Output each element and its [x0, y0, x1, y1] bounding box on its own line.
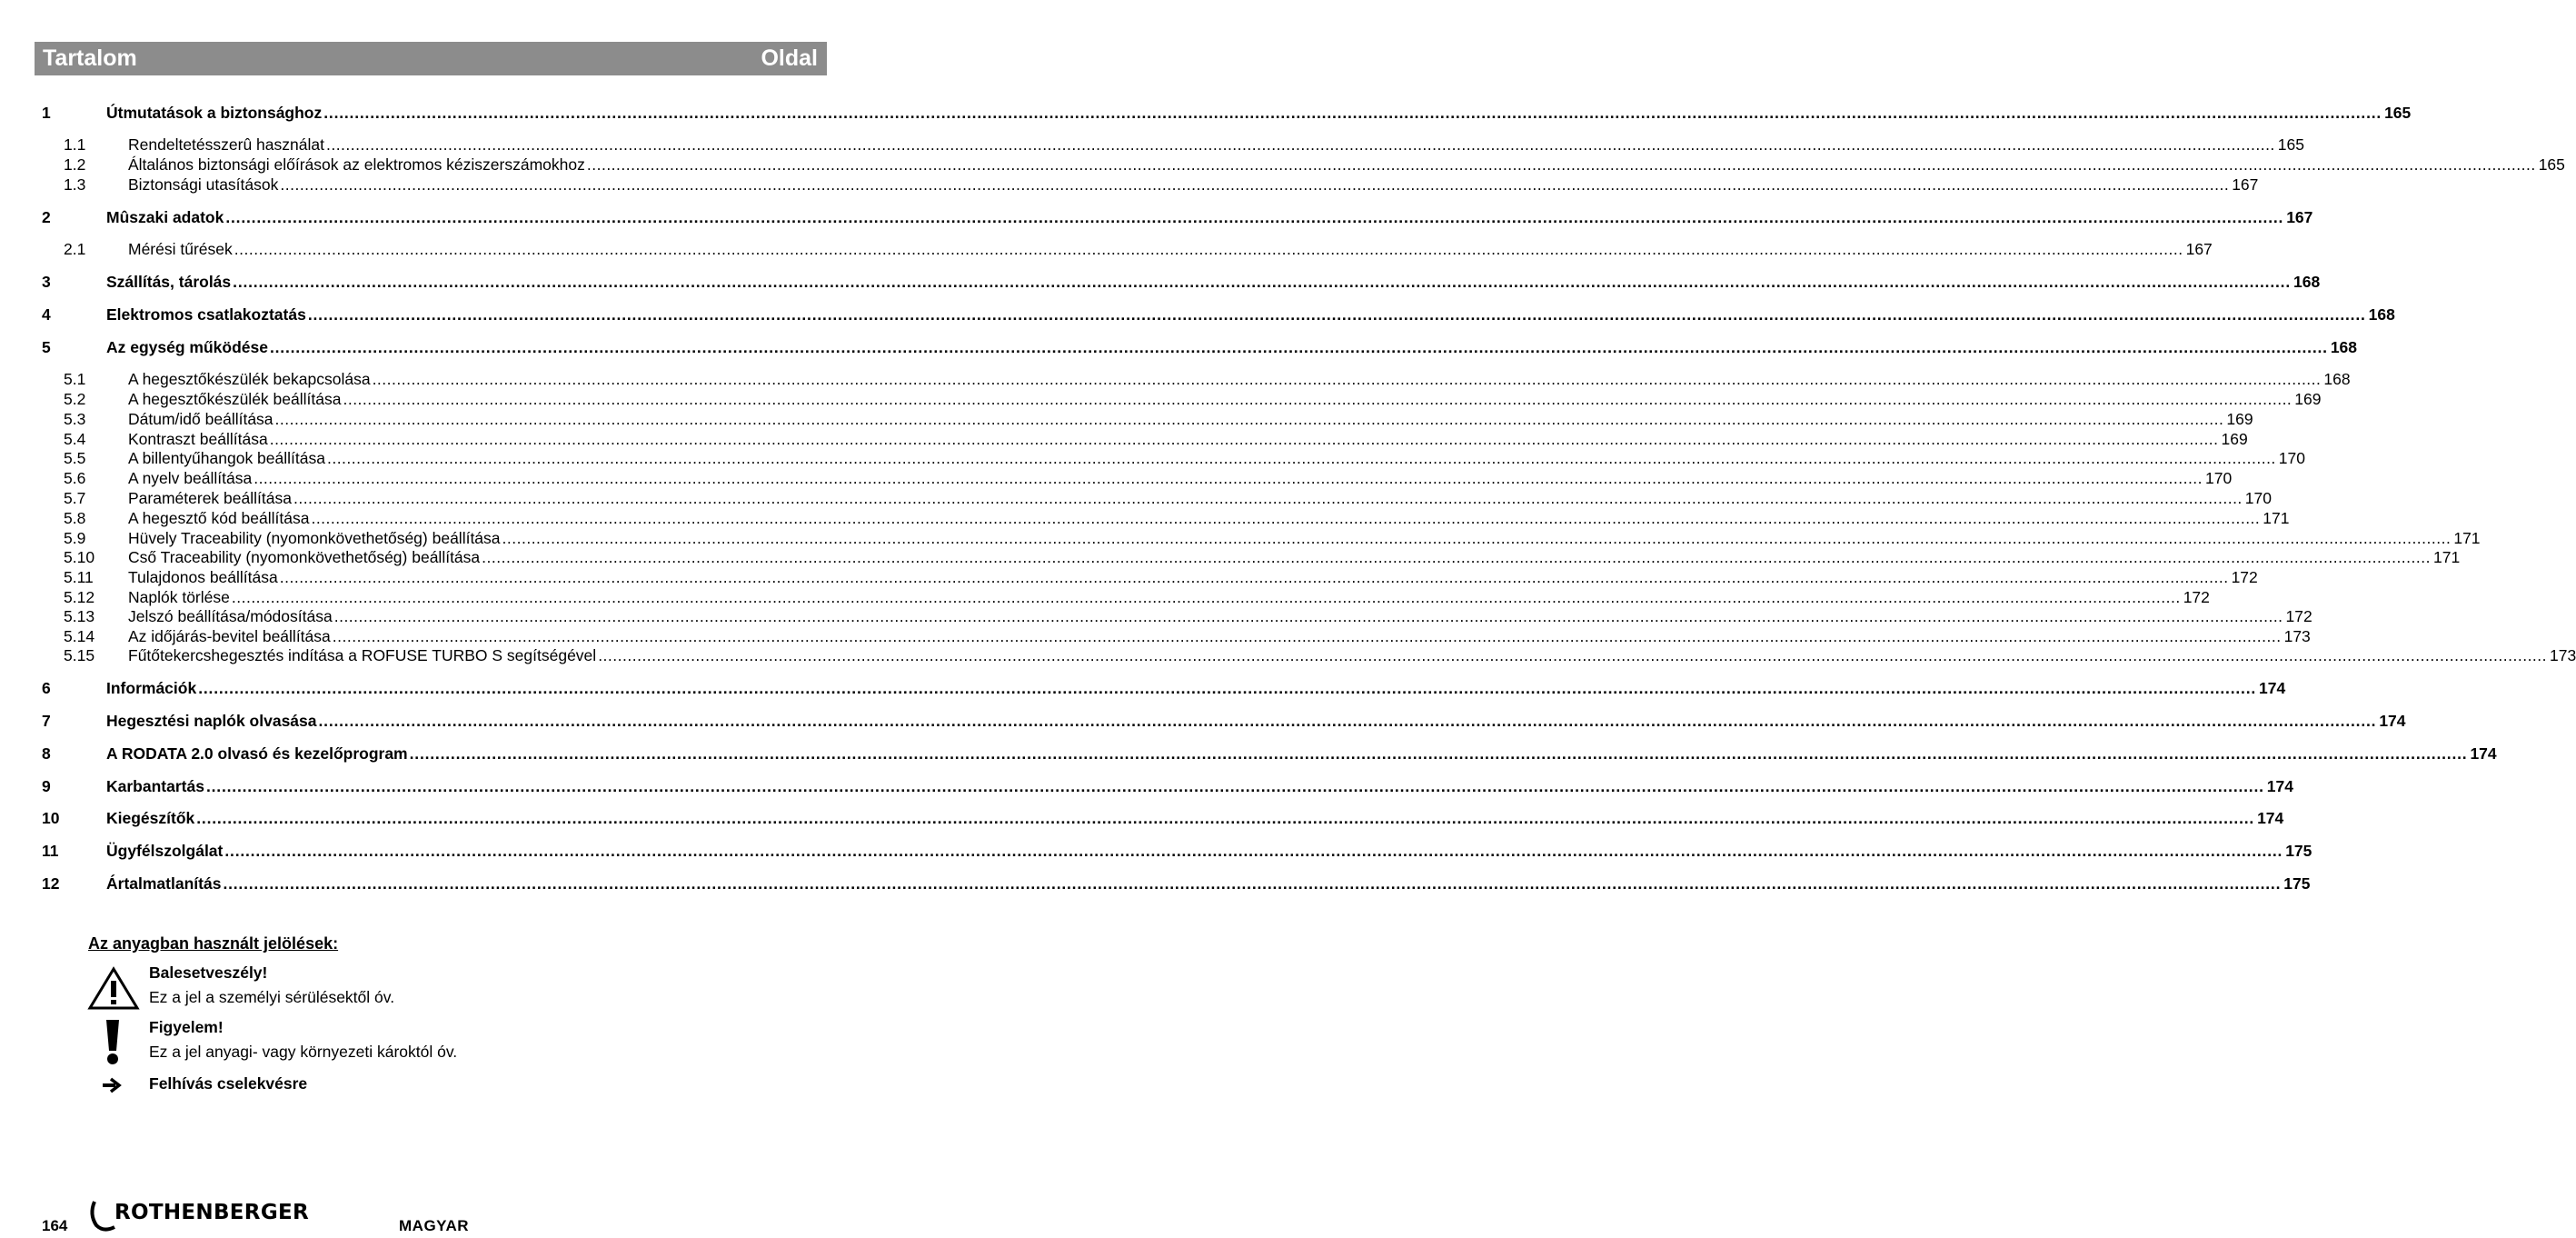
toc-entry [42, 874, 2311, 894]
toc-entry-title: A hegesztőkészülék beállítása [128, 390, 342, 408]
dot-leader: ................................................................................................................................................................................................................................................................................................................................................................................................................ [343, 390, 2293, 408]
toc-entry-number: 5.13 [64, 607, 95, 625]
toc-entry [42, 678, 2286, 698]
toc-entry-page: 174 [2470, 744, 2497, 763]
toc-entry [42, 567, 2258, 587]
toc-entry-number: 7 [42, 712, 51, 730]
toc-entry [42, 272, 2321, 292]
toc-entry-title: Ártalmatlanítás [106, 874, 222, 893]
toc-entry-title: Általános biztonsági előírások az elektromos kéziszerszámokhoz [128, 155, 585, 174]
toc-entry-number: 11 [42, 842, 59, 860]
dot-leader: ................................................................................................................................................................................................................................................................................................................................................................................................................ [307, 305, 2366, 324]
toc-entry-title: Jelszó beállítása/módosítása [128, 607, 333, 625]
toc-entry-number: 5.5 [64, 449, 86, 467]
toc-entry-page: 167 [2286, 208, 2313, 226]
legend-title: Az anyagban használt jelölések: [88, 934, 339, 953]
toc-entry-title: Útmutatások a biztonsághoz [106, 104, 323, 122]
toc-entry-page: 167 [2185, 240, 2213, 258]
dot-leader: ................................................................................................................................................................................................................................................................................................................................................................................................................ [280, 175, 2230, 194]
toc-entry-number: 5.4 [64, 430, 86, 448]
toc-entry-page: 172 [2231, 568, 2258, 586]
toc-entry-page: 167 [2232, 175, 2259, 194]
dot-leader: ................................................................................................................................................................................................................................................................................................................................................................................................................ [223, 874, 2282, 893]
dot-leader: ................................................................................................................................................................................................................................................................................................................................................................................................................ [198, 679, 2257, 697]
toc-entry-number: 5.15 [64, 646, 95, 664]
toc-entry [42, 429, 2248, 449]
toc-entry-number: 5.12 [64, 588, 95, 606]
toc-entry [42, 808, 2284, 828]
toc-entry-page: 168 [2368, 305, 2395, 324]
toc-entry-title: Naplók törlése [128, 588, 230, 606]
dot-leader: ................................................................................................................................................................................................................................................................................................................................................................................................................ [279, 568, 2229, 586]
dot-leader: ................................................................................................................................................................................................................................................................................................................................................................................................................ [231, 588, 2181, 606]
toc-entry [42, 508, 2290, 528]
warning-triangle-icon [88, 966, 139, 1010]
toc-entry-number: 12 [42, 874, 60, 893]
rothenberger-logo-icon [87, 1200, 116, 1233]
toc-entry-number: 2 [42, 208, 51, 226]
dot-leader: ................................................................................................................................................................................................................................................................................................................................................................................................................ [325, 135, 2275, 154]
toc-entry [42, 207, 2313, 227]
toc-entry [42, 448, 2305, 468]
dot-leader: ................................................................................................................................................................................................................................................................................................................................................................................................................ [196, 809, 2255, 827]
toc-entry-title: Fűtőtekercshegesztés indítása a ROFUSE TURBO S segítségével [128, 646, 597, 664]
toc-entry [42, 744, 2497, 764]
dot-leader: ................................................................................................................................................................................................................................................................................................................................................................................................................ [224, 842, 2283, 860]
toc-entry-number: 4 [42, 305, 51, 324]
toc-entry-title: Elektromos csatlakoztatás [106, 305, 306, 324]
toc-entry-page: 172 [2183, 588, 2210, 606]
toc-entry [42, 135, 2304, 155]
toc-entry-title: Rendeltetésszerû használat [128, 135, 324, 154]
toc-entry [42, 155, 2565, 175]
dot-leader: ................................................................................................................................................................................................................................................................................................................................................................................................................ [269, 430, 2219, 448]
toc-entry-title: Mûszaki adatok [106, 208, 224, 226]
toc-entry-title: Kontraszt beállítása [128, 430, 268, 448]
toc-entry-page: 171 [2453, 529, 2481, 547]
dot-leader: ................................................................................................................................................................................................................................................................................................................................................................................................................ [318, 712, 2377, 730]
toc-entry [42, 547, 2461, 567]
toc-entry-number: 1 [42, 104, 51, 122]
dot-leader: ................................................................................................................................................................................................................................................................................................................................................................................................................ [409, 744, 2468, 763]
toc-entry-page: 165 [2277, 135, 2304, 154]
toc-entry-page: 168 [2293, 273, 2321, 291]
toc-entry-page: 169 [2226, 410, 2253, 428]
toc-entry-number: 5.14 [64, 627, 95, 645]
language-label: MAGYAR [399, 1217, 469, 1234]
dot-leader: ................................................................................................................................................................................................................................................................................................................................................................................................................ [225, 208, 2284, 226]
dot-leader: ................................................................................................................................................................................................................................................................................................................................................................................................................ [293, 489, 2243, 507]
toc-entry [42, 645, 2576, 665]
toc-entry-title: Dátum/idő beállítása [128, 410, 274, 428]
danger-title: Balesetveszély! [149, 963, 268, 982]
toc-entry-number: 5 [42, 338, 51, 356]
toc-entry-page: 168 [2323, 370, 2351, 388]
toc-entry-title: Tulajdonos beállítása [128, 568, 278, 586]
toc-entry-title: A hegesztőkészülék bekapcsolása [128, 370, 371, 388]
toc-entry-number: 5.2 [64, 390, 86, 408]
toc-entry-title: Információk [106, 679, 197, 697]
toc-entry [42, 103, 2412, 123]
toc-entry [42, 587, 2210, 607]
dot-leader: ................................................................................................................................................................................................................................................................................................................................................................................................................ [205, 777, 2264, 795]
dot-leader: ................................................................................................................................................................................................................................................................................................................................................................................................................ [254, 469, 2203, 487]
toc-entry [42, 841, 2312, 861]
toc-entry-title: Biztonsági utasítások [128, 175, 279, 194]
toc-entry-title: Szállítás, tárolás [106, 273, 232, 291]
toc-entry [42, 389, 2322, 409]
toc-entry-number: 5.9 [64, 529, 86, 547]
toc-entry [42, 776, 2293, 796]
dot-leader: ................................................................................................................................................................................................................................................................................................................................................................................................................ [482, 548, 2431, 566]
toc-entry-page: 174 [2257, 809, 2284, 827]
attention-text: Ez a jel anyagi- vagy környezeti károktól óv. [149, 1043, 458, 1061]
dot-leader: ................................................................................................................................................................................................................................................................................................................................................................................................................ [323, 104, 2382, 122]
toc-entry-page: 172 [2285, 607, 2312, 625]
toc-entry-number: 5.8 [64, 509, 86, 527]
toc-entry [42, 239, 2213, 259]
toc-entry-number: 10 [42, 809, 60, 827]
exclamation-icon [104, 1018, 122, 1065]
toc-entry-title: Karbantartás [106, 777, 204, 795]
toc-entry-page: 170 [2244, 489, 2272, 507]
toc-entry-page: 168 [2330, 338, 2358, 356]
toc-entry-number: 5.11 [64, 568, 94, 586]
toc-entry-number: 3 [42, 273, 51, 291]
toc-entry-title: Cső Traceability (nyomonkövethetőség) beállítása [128, 548, 481, 566]
toc-entry-page: 165 [2384, 104, 2412, 122]
dot-leader: ................................................................................................................................................................................................................................................................................................................................................................................................................ [269, 338, 2328, 356]
toc-entry-title: A RODATA 2.0 olvasó és kezelőprogram [106, 744, 408, 763]
toc-entry-number: 1.2 [64, 155, 86, 174]
toc-entry-number: 5.1 [64, 370, 86, 388]
header-page-column: Oldal [761, 45, 818, 71]
toc-entry [42, 528, 2481, 548]
toc-entry-title: A nyelv beállítása [128, 469, 253, 487]
dot-leader: ................................................................................................................................................................................................................................................................................................................................................................................................................ [586, 155, 2536, 174]
arrow-right-icon [102, 1077, 124, 1093]
toc-header [35, 42, 827, 75]
toc-entry-page: 170 [2205, 469, 2233, 487]
toc-entry-page: 170 [2278, 449, 2305, 467]
toc-entry [42, 468, 2233, 488]
toc-entry-page: 174 [2266, 777, 2293, 795]
dot-leader: ................................................................................................................................................................................................................................................................................................................................................................................................................ [332, 627, 2282, 645]
dot-leader: ................................................................................................................................................................................................................................................................................................................................................................................................................ [598, 646, 2548, 664]
toc-entry-page: 175 [2285, 842, 2312, 860]
danger-text: Ez a jel a személyi sérülésektől óv. [149, 988, 395, 1006]
toc-entry [42, 409, 2253, 429]
toc-entry-title: Ügyfélszolgálat [106, 842, 224, 860]
dot-leader: ................................................................................................................................................................................................................................................................................................................................................................................................................ [333, 607, 2283, 625]
dot-leader: ................................................................................................................................................................................................................................................................................................................................................................................................................ [233, 273, 2291, 291]
toc-entry-number: 5.3 [64, 410, 86, 428]
toc-entry-number: 5.6 [64, 469, 86, 487]
toc-entry-title: Paraméterek beállítása [128, 489, 292, 507]
toc-entry-page: 171 [2432, 548, 2461, 566]
toc-entry-page: 169 [2221, 430, 2248, 448]
toc-entry-title: Az egység működése [106, 338, 268, 356]
toc-entry-page: 169 [2294, 390, 2322, 408]
toc-entry-title: Az időjárás-bevitel beállítása [128, 627, 331, 645]
toc-entry [42, 337, 2358, 357]
toc-entry-title: A hegesztő kód beállítása [128, 509, 310, 527]
toc-entry-page: 165 [2538, 155, 2565, 174]
toc-entry [42, 488, 2272, 508]
dot-leader: ................................................................................................................................................................................................................................................................................................................................................................................................................ [372, 370, 2322, 388]
toc-entry-number: 5.10 [64, 548, 95, 566]
toc-entry-number: 1.1 [64, 135, 86, 154]
toc-entry-page: 174 [2379, 712, 2406, 730]
toc-entry-title: Kiegészítők [106, 809, 195, 827]
toc-entry [42, 711, 2406, 731]
toc-entry [42, 606, 2312, 626]
header-title: Tartalom [43, 45, 137, 71]
brand-logo: ROTHENBERGER [114, 1201, 310, 1224]
dot-leader: ................................................................................................................................................................................................................................................................................................................................................................................................................ [234, 240, 2183, 258]
attention-title: Figyelem! [149, 1018, 224, 1036]
toc-entry-number: 2.1 [64, 240, 86, 258]
toc-entry-number: 6 [42, 679, 51, 697]
toc-entry-number: 1.3 [64, 175, 86, 194]
toc-entry [42, 305, 2395, 324]
toc-entry-number: 5.7 [64, 489, 86, 507]
toc-entry [42, 175, 2259, 195]
toc-entry-page: 175 [2283, 874, 2311, 893]
toc-entry-number: 9 [42, 777, 51, 795]
toc-entry [42, 369, 2351, 389]
toc-entry-title: Hüvely Traceability (nyomonkövethetőség) beállítása [128, 529, 501, 547]
toc-entry-page: 173 [2550, 646, 2576, 664]
toc-entry [42, 626, 2311, 646]
toc-entry-number: 8 [42, 744, 51, 763]
dot-leader: ................................................................................................................................................................................................................................................................................................................................................................................................................ [502, 529, 2452, 547]
toc-entry-title: Mérési tűrések [128, 240, 233, 258]
toc-entry-page: 174 [2259, 679, 2286, 697]
dot-leader: ................................................................................................................................................................................................................................................................................................................................................................................................................ [311, 509, 2261, 527]
toc-entry-title: Hegesztési naplók olvasása [106, 712, 317, 730]
toc-entry-page: 173 [2283, 627, 2311, 645]
action-text: Felhívás cselekvésre [149, 1074, 308, 1093]
toc-entry-page: 171 [2263, 509, 2290, 527]
dot-leader: ................................................................................................................................................................................................................................................................................................................................................................................................................ [326, 449, 2276, 467]
toc-entry-title: A billentyűhangok beállítása [128, 449, 325, 467]
dot-leader: ................................................................................................................................................................................................................................................................................................................................................................................................................ [274, 410, 2224, 428]
page-number: 164 [42, 1217, 68, 1234]
